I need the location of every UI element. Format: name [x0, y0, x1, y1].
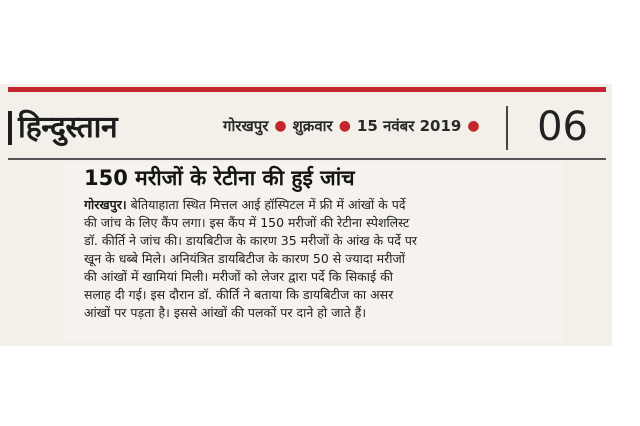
article-body: [84, 196, 554, 322]
news-article: [64, 162, 564, 342]
article-line: खून के धब्बे मिले। अनियंत्रित डायबिटीज के कारण 50 से ज्यादा मरीजों: [84, 251, 406, 266]
bullet-icon: ●: [467, 118, 480, 134]
masthead: [8, 100, 606, 156]
article-line: गोरखपुर। बेतियाहाता स्थित मित्तल आई हॉस्पिटल में फ्री में आंखों के पर्दे: [84, 197, 406, 212]
bullet-icon: ●: [338, 118, 351, 134]
bullet-icon: ●: [274, 118, 287, 134]
dateline-city: गोरखपुर: [223, 117, 269, 135]
masthead-rule: [8, 158, 606, 160]
article-line: आंखों पर पड़ता है। इससे आंखों की पलकों पर दाने हो जाते हैं।: [84, 305, 367, 320]
article-line: सलाह दी गई। इस दौरान डॉ. कीर्ति ने बताया कि डायबिटीज का असर: [84, 287, 394, 302]
dateline-date: 15 नवंबर 2019: [356, 117, 462, 135]
article-headline: 150 मरीजों के रेटीना की हुई जांच: [84, 166, 355, 190]
page-number: 06: [537, 104, 588, 150]
newspaper-logo: हिन्दुस्तान: [8, 111, 117, 145]
article-line: की जांच के लिए कैंप लगा। इस कैंप में 150 मरीजों की रेटीना स्पेशलिस्ट: [84, 215, 410, 230]
masthead-top-bar: [8, 87, 606, 92]
dateline-day: शुक्रवार: [292, 117, 333, 135]
masthead-divider: [506, 106, 508, 150]
dateline: [223, 116, 480, 136]
article-place: गोरखपुर।: [84, 197, 127, 212]
article-line: की आंखों में खामियां मिली। मरीजों को लेजर द्वारा पर्दे कि सिकाई की: [84, 269, 393, 284]
article-line: डॉ. कीर्ति ने जांच की। डायबिटीज के कारण 35 मरीजों के आंख के पर्दे पर: [84, 233, 418, 248]
